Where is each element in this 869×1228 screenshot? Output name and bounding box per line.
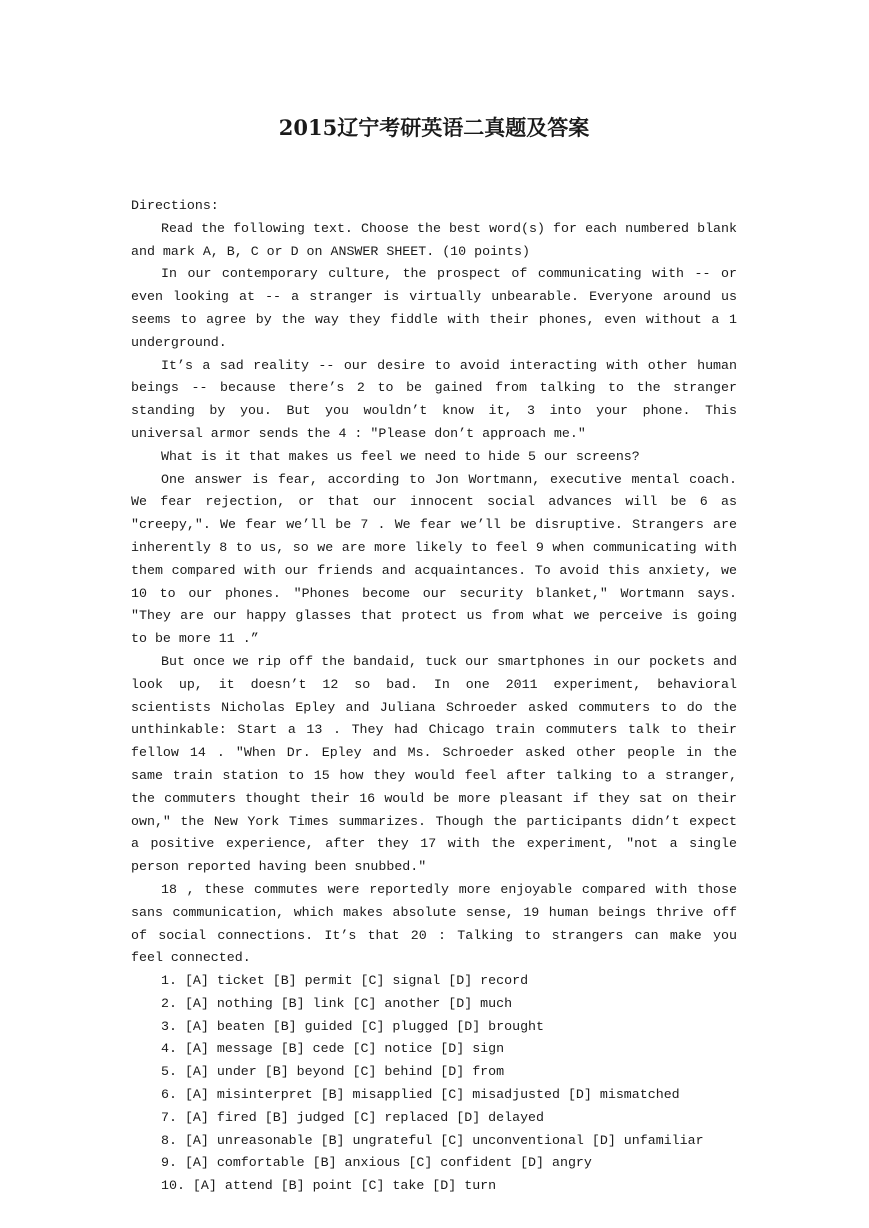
document-body [131, 195, 737, 1198]
passage-paragraph: But once we rip off the bandaid, tuck our smartphones in our pockets and look up, it doesn’t 12 so bad. In one 2011 experiment, behavioral scientists Nicholas Epley and Juliana Schroeder asked commuters to do the unthinkable: Start a 13 . They had Chicago train commuters talk to their fellow 14 . "When Dr. Epley and Ms. Schroeder asked other people in the same train station to 15 how they would feel after talking to a stranger, the commuters thought their 16 would be more pleasant if they sat on their own," the New York Times summarizes. Though the participants didn’t expect a positive experience, after they 17 with the experiment, "not a single person reported having been snubbed." [131, 653, 737, 875]
document-title: 2015辽宁考研英语二真题及答案 [278, 115, 590, 140]
option-item: 4. [A] message [B] cede [C] notice [D] sign [161, 1041, 505, 1057]
option-item: 5. [A] under [B] beyond [C] behind [D] from [161, 1064, 505, 1080]
option-item: 3. [A] beaten [B] guided [C] plugged [D] brought [161, 1018, 545, 1034]
passage-paragraph: It’s a sad reality -- our desire to avoid interacting with other human beings -- because there’s 2 to be gained from talking to the stranger standing by you. But you wouldn’t know it, 3 into your phone. This universal armor sends the 4 : "Please don’t approach me." [131, 357, 737, 441]
option-item: 1. [A] ticket [B] permit [C] signal [D] record [161, 973, 529, 989]
option-item: 2. [A] nothing [B] link [C] another [D] much [161, 995, 513, 1011]
instruction-text: Read the following text. Choose the best word(s) for each numbered blank and mark A, B, C or D on ANSWER SHEET. (10 points) [131, 220, 737, 259]
directions-label: Directions: [131, 198, 219, 213]
options-list [131, 970, 737, 1198]
passage-paragraph: 18 , these commutes were reportedly more enjoyable compared with those sans communication, which makes absolute sense, 19 human beings thrive off of social connections. It’s that 20 : Talking to strangers can make you feel connected. [131, 881, 737, 966]
option-item: 6. [A] misinterpret [B] misapplied [C] misadjusted [D] mismatched [161, 1087, 680, 1103]
passage-paragraph: In our contemporary culture, the prospect of communicating with -- or even looking at -- a stranger is virtually unbearable. Everyone around us seems to agree by the way they fiddle with their phones, even without a 1 underground. [131, 266, 737, 350]
option-item: 8. [A] unreasonable [B] ungrateful [C] unconventional [D] unfamiliar [161, 1132, 704, 1148]
option-item: 9. [A] comfortable [B] anxious [C] confident [D] angry [161, 1155, 592, 1171]
option-item: 7. [A] fired [B] judged [C] replaced [D] delayed [161, 1109, 545, 1125]
option-item: 10. [A] attend [B] point [C] take [D] turn [161, 1178, 497, 1194]
passage-paragraph: One answer is fear, according to Jon Wortmann, executive mental coach. We fear rejection, or that our innocent social advances will be 6 as "creepy,". We fear we’ll be 7 . We fear we’ll be disruptive. Strangers are inherently 8 to us, so we are more likely to feel 9 when communicating with them compared with our friends and acquaintances. To avoid this anxiety, we 10 to our phones. "Phones become our security blanket," Wortmann says. "They are our happy glasses that protect us from what we perceive is going to be more 11 .” [131, 471, 737, 647]
passage-paragraph: What is it that makes us feel we need to hide 5 our screens? [161, 448, 640, 464]
